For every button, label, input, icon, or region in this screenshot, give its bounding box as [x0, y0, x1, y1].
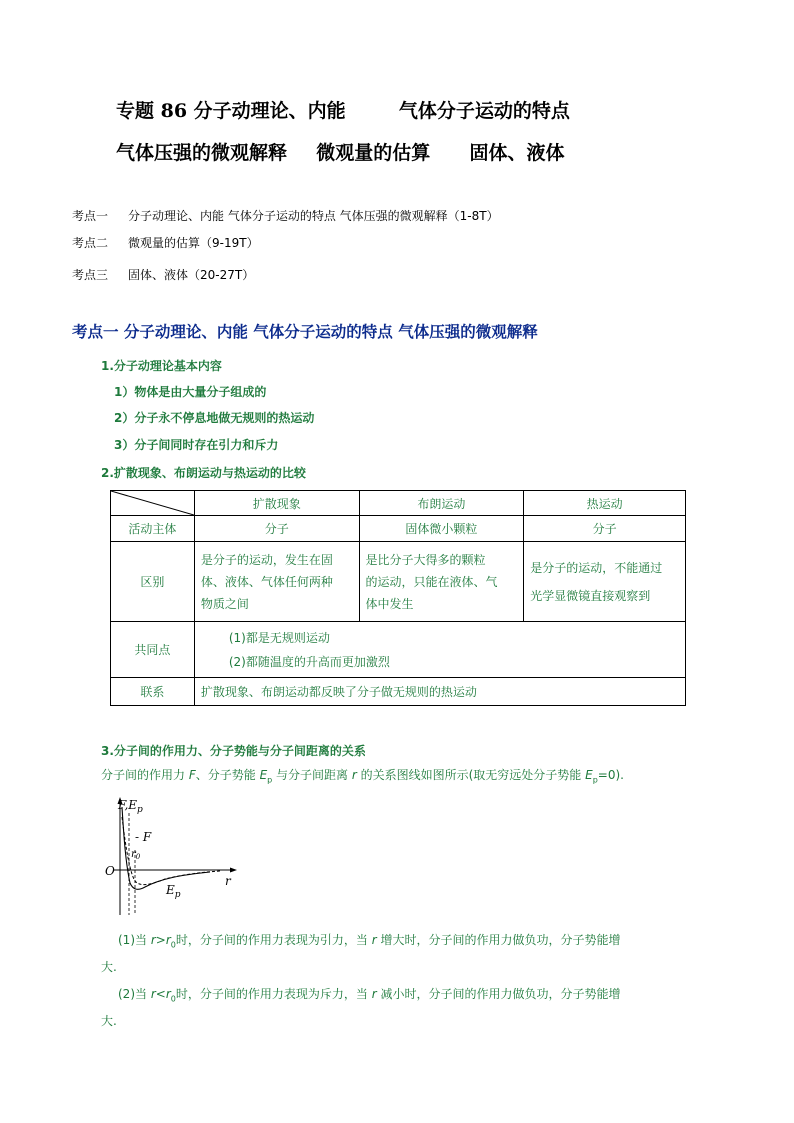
var-F: F [188, 768, 196, 782]
paragraph-1-line [118, 931, 620, 949]
toc-text: 分子动理论、内能 气体分子运动的特点 气体压强的微观解释（1-8T） [128, 209, 499, 223]
text: (1)当 [118, 933, 151, 947]
var-r: r [371, 933, 377, 947]
text: 时，分子间的作用力表现为斥力，当 [175, 987, 372, 1001]
paragraph-2-line [118, 985, 620, 1003]
table-cell: 固体微小颗粒 [359, 516, 524, 542]
var-r: r [371, 987, 377, 1001]
var-r: r [351, 768, 357, 782]
var-E: E [259, 768, 268, 782]
table-row [111, 516, 686, 542]
subscript: 0 [170, 994, 176, 1004]
label-F: - F [135, 830, 152, 844]
cell-line: 体中发生 [365, 596, 414, 611]
table-cell [359, 542, 524, 622]
title-part-b: 气体分子运动的特点 [398, 100, 570, 122]
cell-line: 光学显微镜直接观察到 [530, 588, 651, 603]
x-arrow [230, 868, 237, 873]
toc-label: 考点三 [72, 268, 109, 282]
toc-item-2 [72, 234, 259, 251]
table-cell: 分子 [524, 516, 686, 542]
var-r0: r [165, 987, 171, 1001]
text: 、分子势能 [195, 768, 260, 782]
title-line2 [116, 138, 565, 165]
cell-line: 物质之间 [200, 596, 249, 611]
var-r0: r [165, 933, 171, 947]
toc-label: 考点二 [72, 236, 109, 250]
title-part-e: 固体、液体 [469, 142, 565, 164]
cell-line: (1)都是无规则运动 [228, 630, 330, 645]
toc-item-1 [72, 207, 499, 224]
curve-Ep [122, 817, 220, 885]
table-header: 布朗运动 [359, 491, 524, 516]
title-part-d: 微观量的估算 [316, 142, 431, 164]
graph-intro [101, 766, 624, 784]
paragraph-1-wrap: 大. [101, 960, 117, 974]
subheading-2: 2.扩散现象、布朗运动与热运动的比较 [101, 466, 306, 480]
table-row [111, 622, 686, 678]
subscript: p [592, 775, 598, 785]
text: > [155, 933, 166, 947]
row-label: 区别 [111, 542, 195, 622]
text: 时，分子间的作用力表现为引力，当 [175, 933, 372, 947]
label-r0: $r_0$ [131, 849, 141, 861]
text: 增大时，分子间的作用力做负功，分子势能增 [376, 933, 621, 947]
cell-line: 是比分子大得多的颗粒 [365, 552, 486, 567]
cell-line: (2)都随温度的升高而更加激烈 [228, 654, 390, 669]
row-label: 活动主体 [111, 516, 195, 542]
point-3: 3）分子间同时存在引力和斥力 [114, 438, 279, 452]
toc-text: 固体、液体（20-27T） [128, 268, 255, 282]
table-corner-cell [111, 491, 195, 516]
text: =0). [597, 768, 624, 782]
text: 分子间的作用力 [101, 768, 189, 782]
cell-line: 体、液体、气体任何两种 [200, 574, 333, 589]
diagonal-line [111, 491, 194, 515]
section-heading: 考点一 分子动理论、内能 气体分子运动的特点 气体压强的微观解释 [72, 323, 538, 341]
force-potential-graph [100, 795, 240, 920]
table-cell [194, 542, 359, 622]
subscript: 0 [170, 940, 176, 950]
subheading-3: 3.分子间的作用力、分子势能与分子间距离的关系 [101, 744, 366, 758]
cell-line: 的运动，只能在液体、气 [365, 574, 498, 589]
row-label: 联系 [111, 678, 195, 706]
title-line1 [116, 96, 570, 123]
label-y: $F,E_p$ [118, 798, 143, 815]
table-row [111, 678, 686, 706]
subheading-1: 1.分子动理论基本内容 [101, 359, 222, 373]
table-row [111, 542, 686, 622]
comparison-table [110, 490, 686, 706]
table-cell [194, 622, 685, 678]
table-header: 扩散现象 [194, 491, 359, 516]
title-part-a: 专题 86 分子动理论、内能 [116, 100, 346, 122]
label-Ep: $E_p$ [166, 883, 181, 900]
title-part-c: 气体压强的微观解释 [116, 142, 288, 164]
cell-line: 是分子的运动，发生在固 [200, 552, 333, 567]
text: 与分子间距离 [272, 768, 352, 782]
table-header: 热运动 [524, 491, 686, 516]
toc-label: 考点一 [72, 209, 109, 223]
cell-line: 是分子的运动，不能通过 [530, 560, 663, 575]
var-E: E [585, 768, 593, 782]
point-1: 1）物体是由大量分子组成的 [114, 385, 267, 399]
paragraph-2-wrap: 大. [101, 1014, 117, 1028]
table-cell: 扩散现象、布朗运动都反映了分子做无规则的热运动 [194, 678, 685, 706]
text: 减小时，分子间的作用力做负功，分子势能增 [376, 987, 621, 1001]
toc-item-3 [72, 266, 254, 283]
text: 的关系图线如图所示(取无穷远处分子势能 [356, 768, 586, 782]
point-2: 2）分子永不停息地做无规则的热运动 [114, 411, 315, 425]
var-r: r [150, 987, 156, 1001]
row-label: 共同点 [111, 622, 195, 678]
label-origin: O [105, 864, 115, 878]
table-cell [524, 542, 686, 622]
text: < [155, 987, 166, 1001]
label-x: r [225, 874, 231, 888]
subscript: p [267, 775, 273, 785]
var-r: r [150, 933, 156, 947]
text: (2)当 [118, 987, 151, 1001]
toc-text: 微观量的估算（9-19T） [128, 236, 259, 250]
table-cell: 分子 [194, 516, 359, 542]
